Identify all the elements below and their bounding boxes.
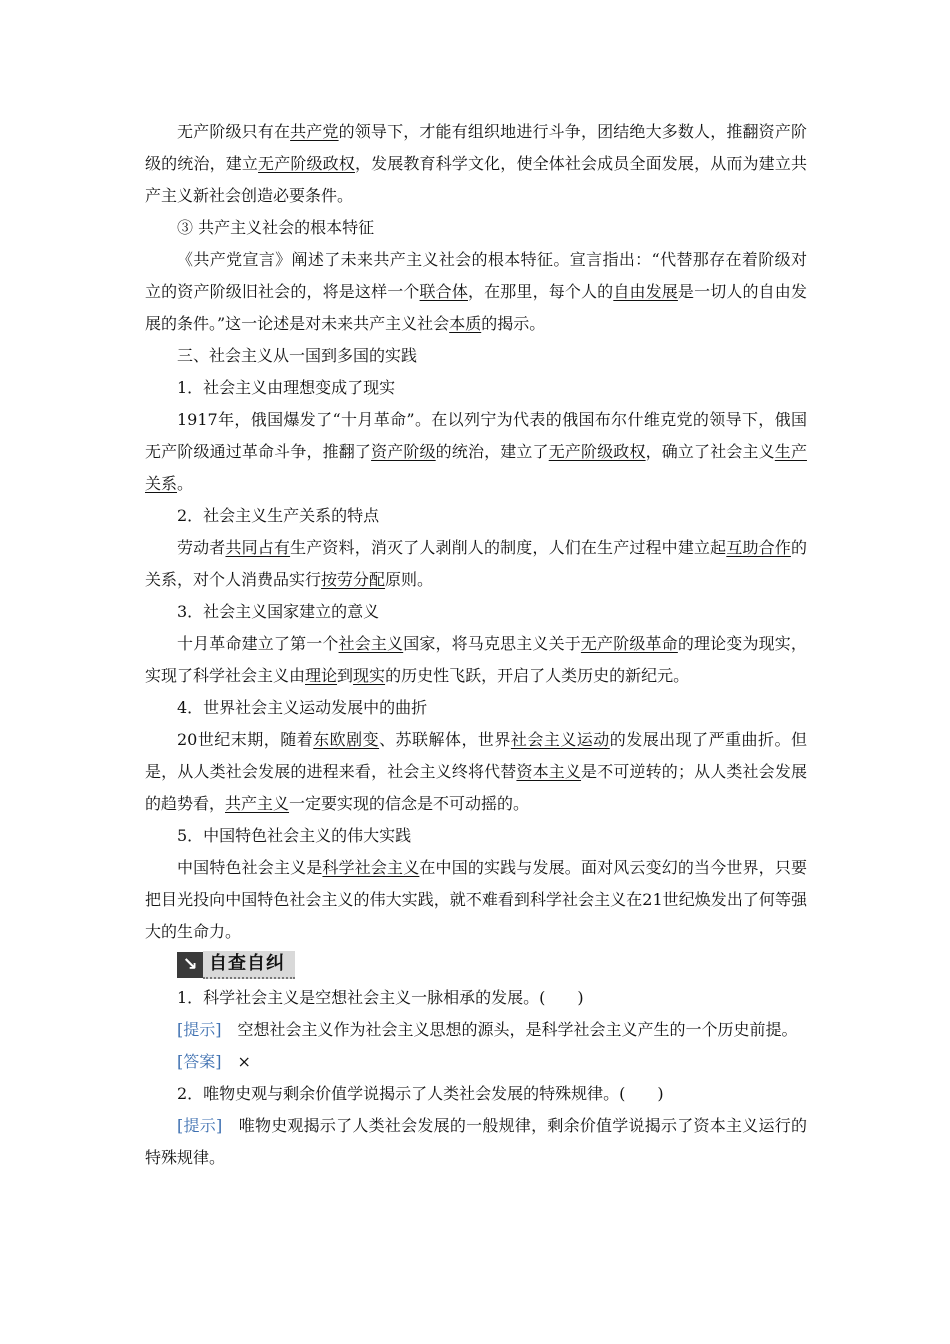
text: 劳动者 [177,538,226,557]
hint-text: 空想社会主义作为社会主义思想的源头，是科学社会主义产生的一个历史前提。 [221,1020,798,1039]
section-heading-3: 三、社会主义从一国到多国的实践 [177,346,418,365]
text: 生产资料，消灭了人剥削人的制度，人们在生产过程中建立起 [290,538,727,557]
item-heading-1: 1．社会主义由理想变成了现实 [177,378,396,397]
hint-text: 唯物史观揭示了人类社会发展的一般规律，剩余价值学说揭示了资本主义运行的特殊规律。 [145,1116,807,1167]
text: 《共产党宣言》阐述了未来共产主义社会的根本特征。宣言指出：“代替那存在着阶级对立的资产阶级旧社会的，将是这样一个 [145,250,807,301]
fill-blank: 无产阶级革命 [580,634,678,653]
text: 原则。 [385,570,434,589]
paragraph-item-4 [145,724,807,820]
text: 的关系，对个人消费品实行 [145,538,807,589]
paragraph-item-3 [145,628,807,692]
fill-blank: 本质 [449,314,482,333]
fill-blank: 社会主义 [338,634,404,653]
item-heading-4: 4．世界社会主义运动发展中的曲折 [177,698,428,717]
fill-blank: 共产主义 [225,794,290,813]
answer-text: × [221,1052,251,1071]
text: 的历史性飞跃，开启了人类历史的新纪元。 [385,666,690,685]
paragraph-item-1 [145,404,807,500]
item-heading-5: 5．中国特色社会主义的伟大实践 [177,826,412,845]
text: 中国特色社会主义是 [177,858,323,877]
answer-tag: [答案] [177,1052,222,1071]
subheading-communist-features: ③ 共产主义社会的根本特征 [177,218,375,237]
fill-blank: 无产阶级政权 [548,442,646,461]
badge-label: 自查自纠 [203,951,295,979]
text: 的揭示。 [481,314,546,333]
fill-blank: 共同占有 [225,538,291,557]
text: 一定要实现的信念是不可动摇的。 [289,794,530,813]
text: 无产阶级只有在 [177,122,291,141]
paragraph-manifesto [145,244,807,340]
self-check-badge [177,950,807,980]
hint-tag: [提示] [177,1020,222,1039]
text: 到 [337,666,354,685]
text: 20世纪末期，随着 [177,730,314,749]
fill-blank: 互助合作 [726,538,791,557]
text: ，发展教育科学文化，使全体社会成员全面发展，从而为建立共产主义新社会创造必要条件。 [145,154,807,205]
text: 在中国的实践与发展。面对风云变幻的当今世界，只要把目光投向中国特色社会主义的伟大实践，就不难看到科学社会主义在21世纪焕发出了何等强大的生命力。 [145,858,807,941]
text: 、苏联解体，世界 [379,730,511,749]
item-heading-3: 3．社会主义国家建立的意义 [177,602,380,621]
text: 的理论变为现实，实现了科学社会主义由 [145,634,807,685]
text: 的统治，建立了 [435,442,549,461]
hint-1 [145,1014,807,1046]
text: 十月革命建立了第一个 [177,634,339,653]
hint-tag: [提示] [177,1116,223,1135]
text: 的发展出现了严重曲折。但是，从人类社会发展的进程来看，社会主义终将代替 [145,730,807,781]
text: 国家，将马克思主义关于 [403,634,581,653]
fill-blank: 资本主义 [516,762,582,781]
fill-blank: 东欧剧变 [313,730,380,749]
text: 的领导下，才能有组织地进行斗争，团结绝大多数人，推翻资产阶级的统治，建立 [145,122,807,173]
fill-blank: 生产关系 [145,442,807,493]
hint-2 [145,1110,807,1174]
item-heading-2: 2．社会主义生产关系的特点 [177,506,380,525]
text: ，确立了社会主义 [645,442,775,461]
fill-blank: 理论 [305,666,338,685]
paragraph-proletariat-leadership [145,116,807,212]
arrow-icon: ↘ [177,952,203,978]
document-page [145,116,807,1174]
text: ，在那里，每个人的 [467,282,614,301]
paragraph-item-2 [145,532,807,596]
fill-blank: 自由发展 [613,282,678,301]
text: 1917年，俄国爆发了“十月革命”。在以列宁为代表的俄国布尔什维克党的领导下，俄国无产阶级通过革命斗争，推翻了 [145,410,807,461]
fill-blank: 科学社会主义 [322,858,420,877]
fill-blank: 共产党 [290,122,339,141]
fill-blank: 现实 [353,666,386,685]
fill-blank: 社会主义运动 [510,730,610,749]
answer-1 [145,1046,807,1078]
question-2: 2．唯物史观与剩余价值学说揭示了人类社会发展的特殊规律。( ) [177,1084,664,1103]
paragraph-item-5 [145,852,807,948]
question-1: 1．科学社会主义是空想社会主义一脉相承的发展。( ) [177,988,584,1007]
text: 。 [177,474,194,493]
fill-blank: 资产阶级 [371,442,436,461]
fill-blank: 无产阶级政权 [258,154,355,173]
fill-blank: 联合体 [419,282,468,301]
fill-blank: 按劳分配 [321,570,386,589]
text: 是一切人的自由发展的条件。”这一论述是对未来共产主义社会 [145,282,807,333]
text: 是不可逆转的；从人类社会发展的趋势看， [145,762,807,813]
